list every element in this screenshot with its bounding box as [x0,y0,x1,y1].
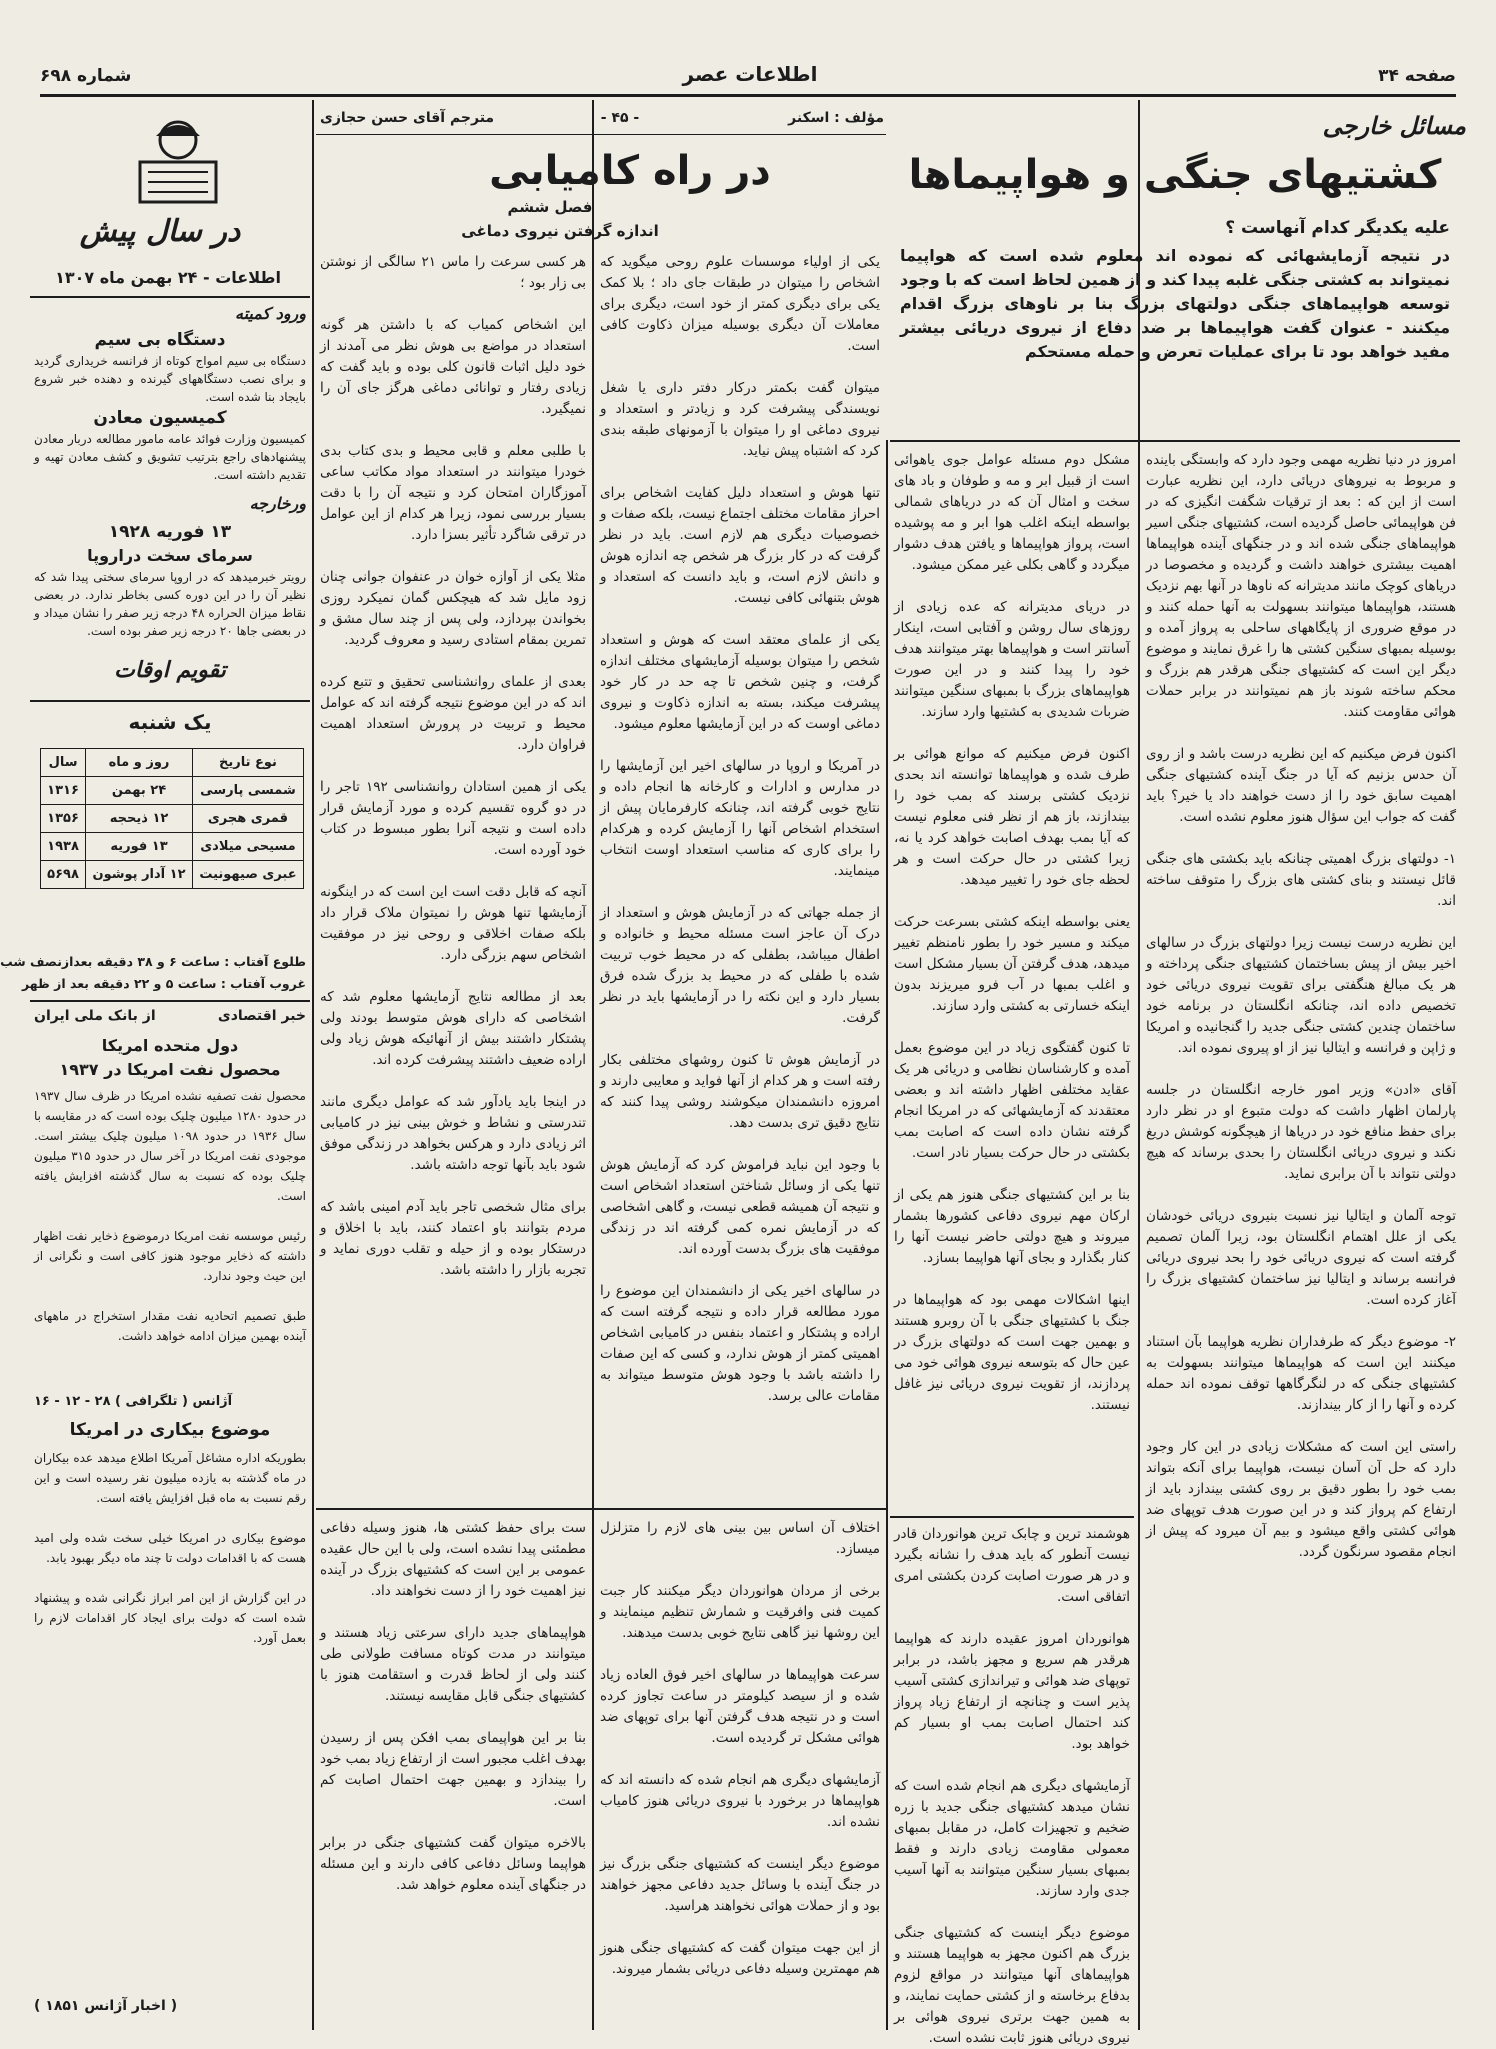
calendar-title: تقویم اوقات [114,658,226,683]
econ-body: محصول نفت تصفیه نشده امریکا در ظرف سال ۱۹۳۷ در حدود ۱۲۸۰ میلیون چلیک بوده است که در مقایسه با سال ۱۹۳۶ در حدود ۱۰۹۸ میلیون چلیک بیشتر است. موجودی نفت امریکا در آخر سال در حدود ۳۱۵ میلیون چلیک بوده که نسبت به سال گذشته افزایش یافته است. رئیس موسسه نفت امریکا درموضوع ذخایر نفت اظهار داشته که ذخایر موجود هنوز کافی است و نگرانی از این حیث وجود ندارد. طبق تصمیم اتحادیه نفت مقدار استخراج در ماههای آینده بهمین میزان ادامه خواهد داشت. [34,1089,307,1343]
table-cell: شمسی پارسی [192,777,303,805]
column-header: سال [41,749,86,777]
section-label: مسائل خارجی [1322,112,1466,140]
serial-end-rule [316,1508,886,1510]
header-rule [40,94,1456,97]
article-body-col1: امروز در دنیا نظریه مهمی وجود دارد که وابستگی باینده و مربوط به نیروهای دریائی دارد، این نظریه عبارت است از این که : بعد از ترقیات شگفت انگیزی که در فن هواپیمائی حاصل گردیده است، کشتیهای جنگی اسیر هواپیماهای جنگی شده اند و در جنگهای آینده هواپیماها اهمیت بیشتری خواهند داشت و گردیده و مخصوصا در دریاهای کوچک مانند مدیترانه که ناوها در آنها بهم نزدیک هستند، هواپیماها میتوانند بسهولت به آنها حمله کنند و در موقع ضروری از پایگاههای ساحلی به پرواز آمده و بوسیله بمبهای سنگین کشتی ها را غرق نمایند و موضوع دیگر این است که کشتیهای جنگی هرقدر هم بزرگ و محکم ساخته شوند باز هم نمیتوانند در برابر حملات هوائی مقاومت کنند. اکنون فرض میکنیم که این نظریه درست باشد و از روی آن حدس بزنیم که آیا در جنگ آینده کشتیهای جنگی اهمیت سابق خود را از دست خواهند داد یا خیر؟ باید گفت که جواب این سؤال هنوز معلوم نشده است. ۱- دولتهای بزرگ اهمیتی چنانکه باید بکشتی های جنگی قائل نیستند و بنای کشتی های بزرگ را متوقف ساخته اند. این نظریه درست نیست زیرا دولتهای بزرگ در سالهای اخیر بیش از پیش بساختمان کشتیهای جنگی پرداخته و هر یک مبالغ هنگفتی برای تقویت نیروی دریائی خود تخصیص داده اند، چنانکه انگلستان در برنامه خود ساختمان چندین کشتی جنگی جدید را گنجانیده و امریکا و ژاپن و فرانسه و ایتالیا نیز از او پیروی نموده اند. آقای «ادن» وزیر امور خارجه انگلستان در جلسه پارلمان اظهار داشت که دولت متبوع او در نظر دارد برای حفظ منافع خود در دریاها از هیچگونه کوشش دریغ نکند و نیروی دریائی انگلستان را بحدی برساند که هیچ دولتی نتواند با آن برابری نماید. توجه آلمان و ایتالیا نیز نسبت بنیروی دریائی خودشان یکی از علل اهتمام انگلستان بود، زیرا آلمان تصمیم گرفته است که نیروی دریائی خود را بحد نیروی دریائی فرانسه برساند و ایتالیا نیز ساختمان کشتیهای بزرگ را آغاز کرده است. ۲- موضوع دیگر که طرفداران نظریه هواپیما بآن استناد میکنند این است که هواپیماها میتوانند بسهولت به کشتیهای جنگی که در لنگرگاهها توقف نموده اند حمله کرده و آنها را از کار بیندازند. راستی این است که مشکلات زیادی در این کار وجود دارد که حل آن آسان نیست، هواپیما برای آنکه بتواند بمب خود را بطور دقیق بر روی کشتی بیندازد باید از ارتفاع کم پرواز کند و در این صورت هدف توپهای ضد هوائی کشتی واقع میشود و بیم آن میرود که پیش از انجام مقصود سرنگون گردد. [1146,452,1456,1560]
table-cell: ۵۶۹۸ [41,861,86,889]
article-headline: کشتیهای جنگی و هواپیماها [908,152,1442,198]
serial-body-a: یکی از اولیاء موسسات علوم روحی میگوید که اشخاص را میتوان در طبقات جای داد ؛ بلا کمک یکی برای دیگری کمتر از خود است، دیگری برای معاملات آن دیگری بوسیله میزان ذکاوت کافی است. میتوان گفت بکمتر درکار دفتر داری یا شغل نویسندگی پیشرفت کرد و زیادتر و استعداد و نیروی دماغی او را میتوان با آزمونهای طبقه بندی کرد که اشتباه پیش نیاید. تنها هوش و استعداد دلیل کفایت اشخاص برای احراز مقامات مختلف اجتماع نیست، بلکه صفات و خصوصیات دیگری هم لازم است. باید در نظر گرفت که در کار بزرگ هر شخص چه اندازه هوش و دانش لازم است، و باید دانست که استعداد و هوش بتنهائی کافی نیست. یکی از علمای معتقد است که هوش و استعداد شخص را میتوان بوسیله آزمایشهای مختلف اندازه گرفت، و چنین شخص تا چه حد در کار خود پیشرفت میکند، بسته به اندازه ذکاوت و نیروی دماغی اوست که در این آزمایشها معلوم میشود. در آمریکا و اروپا در سالهای اخیر این آزمایشها را در مدارس و ادارات و کارخانه ها انجام داده و نتایج خوبی گرفته اند، چنانکه کارفرمایان پیش از استخدام اشخاص آنها را آزمایش کرده و هرکدام را برای کاری که مناسب استعداد اوست انتخاب مینمایند. از جمله جهاتی که در آزمایش هوش و استعداد از درک آن عاجز است مسئله محیط و خانواده و اطفال میباشد، بطفلی که در محیط خوب تربیت شده با طفلی که در محیط بد بزرگ شده فرق بسیار دارد و این نکته را در آزمایشها باید در نظر گرفت. در آزمایش هوش تا کنون روشهای مختلفی بکار رفته است و هر کدام از آنها فواید و معایبی دارند و امروزه دانشمندان میکوشند روشی پیدا کنند که نتایج دقیق تری بدست دهد. با وجود این نباید فراموش کرد که آزمایش هوش تنها یکی از وسائل شناختن استعداد اشخاص است و نتیجه آن همیشه قطعی نیست، و گاهی اشخاصی که در آزمایش نمره کمی گرفته اند در زندگی موفقیت های بزرگ بدست آورده اند. در سالهای اخیر یکی از دانشمندان این موضوع را مورد مطالعه قرار داده و نتیجه گرفته است که اراده و پشتکار و اعتماد بنفس در کامیابی اشخاص اهمیتی کمتر از هوش ندارد، و کسی که این صفات را داشته باشد با وجود هوش متوسط میتواند به مقامات عالی برسد. [600,254,880,1404]
table-row [41,861,304,889]
table-row [41,805,304,833]
article-continuation: اختلاف آن اساس بین بینی های لازم را متزلزل میسازد. برخی از مردان هوانوردان دیگر میکنند کار جبت کمیت فنی وافرقیت و شمارش تنظیم مینمایند و این روشها نیز گاهی نتایج خوبی بدست میدهند. سرعت هواپیماها در سالهای اخیر فوق العاده زیاد شده و از سیصد کیلومتر در ساعت تجاوز کرده است و در نتیجه هدف گرفتن آنها برای توپهای ضد هوائی مشکل تر گردیده است. آزمایشهای دیگری هم انجام شده که دانسته اند که هواپیماها در برخورد با نیروی دریائی هنوز کامیاب نشده اند. موضوع دیگر اینست که کشتیهای جنگی بزرگ نیز در جنگ آینده با وسائل جدید دفاعی مجهز خواهند بود و از حملات هوائی نخواهند هراسید. از این جهت میتوان گفت که کشتیهای جنگی هنوز هم مهمترین وسیله دفاعی دریائی بشمار میروند. [600,1520,880,1977]
table-cell: ۱۲ آدار پوشون [86,861,193,889]
serial-title: در راه کامیابی [489,148,771,194]
article-subtitle: علیه یکدیگر کدام آنهاست ؟ [1225,218,1450,238]
table-row [41,777,304,805]
issue-number: شماره ۶۹۸ [40,66,132,86]
col5-rule [30,296,310,298]
masthead: اطلاعات عصر [682,62,818,86]
table-cell: عبری صیهونیت [192,861,303,889]
table-header-row [41,749,304,777]
table-cell: ۱۳۱۶ [41,777,86,805]
article-body-col2-lower: هوشمند ترین و چابک ترین هوانوردان قادر نیست آنطور که باید هدف را نشانه بگیرد و در هر صورت اصابت کردن بکشتی امری اتفاقی است. هوانوردان امروز عقیده دارند که هواپیما هرقدر هم سریع و مجهز باشد، در برابر توپهای ضد هوائی و تیراندازی کشتی آسیب پذیر است و چنانچه از ارتفاع زیاد پرواز کند احتمال اصابت بمب او بسیار کم خواهد بود. آزمایشهای دیگری هم انجام شده است که نشان میدهد کشتیهای جنگی جدید با زره ضخیم و تجهیزات کامل، در مقابل بمبهای معمولی مقاومت زیادی دارند و فقط بمبهای بسیار سنگین میتوانند به آنها آسیب جدی وارد سازند. موضوع دیگر اینست که کشتیهای جنگی بزرگ هم اکنون مجهز به هواپیما هستند و هواپیماهای آنها میتوانند در مواقع لزوم بدفاع برخاسته و از کشتی حمایت نمایند، و به همین جهت برتری نیروی هوائی بر نیروی دریائی هنوز ثابت نشده است. [894,1526,1130,2046]
serial-head-rule [316,134,886,135]
table-cell: ۱۳۵۶ [41,805,86,833]
unemployment-title: موضوع بیکاری در امریکا [69,1420,271,1440]
sunrise-time: طلوع آفتاب : ساعت ۶ و ۳۸ دقیقه بعدازنصف شب [0,954,306,969]
section-foreign: ورخارجه [249,494,306,513]
table-cell: ۱۲ ذیحجه [86,805,193,833]
item-title: کمیسیون معادن [93,408,227,428]
serial-chapter-subtitle: اندازه گرفتن نیروی دماغی [461,222,659,240]
calendar-day: یک شنبه [128,710,212,734]
table-row [41,833,304,861]
econ-label: خبر اقتصادی [217,1008,306,1024]
table-cell: قمری هجری [192,805,303,833]
column-header: روز و ماه [86,749,193,777]
item-body: دستگاه بی سیم امواج کوتاه از فرانسه خریداری گردید و برای نصب دستگاههای گیرنده و دهنده خبر شروع بایجاد بنا شده است. [30,354,306,404]
column-title: در سال پیش [79,214,241,249]
item-title: دستگاه بی سیم [94,330,226,350]
item-title: ۱۳ فوریه ۱۹۲۸ [108,522,232,542]
article-lede: در نتیجه آزمایشهائی که نموده اند معلوم شده است که هواپیما نمیتواند به کشتی جنگی غلبه پیدا کند و از همین لحاظ است که با وجود توسعه هواپیماهای جنگی دولتهای بزرگ بنا بر ناوهای بزرگ اقدام میکنند - عنوان گفت هواپیماها بر ضد دفاع از نیروی دریائی بیشتر مفید خواهد بود تا برای عملیات تعرض و حمله مستحکم [894,246,1450,361]
column-rule [312,100,314,2030]
serial-chapter: فصل ششم [507,198,593,216]
serial-translator: مترجم آقای حسن حجازی [320,110,495,126]
column-date: اطلاعات - ۲۴ بهمن ماه ۱۳۰۷ [55,268,281,287]
econ-rule [30,1000,310,1002]
econ-title: دول متحده امریکا [101,1036,239,1055]
calendar-rule [30,700,310,702]
table-cell: ۱۳ فوریه [86,833,193,861]
column-logo-illustration [118,110,238,210]
page-number: صفحه ۳۴ [1378,66,1456,86]
column-rule [886,440,888,2030]
econ-source: از بانک ملی ایران [34,1008,156,1024]
serial-author: مؤلف : اسکنر [788,110,884,126]
item-body: کمیسیون وزارت فوائد عامه مامور مطالعه دربار معادن پیشنهادهای راجع بترتیب تشویق و کشف معادن تهیه و تقدیم داشته است. [30,432,306,482]
article-continuation-b: ست برای حفظ کشتی ها، هنوز وسیله دفاعی مطمئنی پیدا نشده است، ولی با این حال عقیده عمومی بر این است که کشتیهای بزرگ در آینده نیز اهمیت خود را از دست نخواهند داد. هواپیماهای جدید دارای سرعتی زیاد هستند و میتوانند در مدت کوتاه مسافت طولانی طی کنند ولی از لحاظ قدرت و استقامت هنوز با کشتیهای جنگی قابل مقایسه نیستند. بنا بر این هواپیمای بمب افکن پس از رسیدن بهدف اغلب مجبور است از ارتفاع زیاد بمب خود را بیندازد و بهمین جهت احتمال اصابت کم است. بالاخره میتوان گفت کشتیهای جنگی در برابر هواپیما وسائل دفاعی کافی دارند و این مسئله در جنگهای آینده معلوم خواهد شد. [320,1520,586,1893]
table-cell: ۱۹۳۸ [41,833,86,861]
article-body-col2: مشکل دوم مسئله عوامل جوی یاهوائی است از قبیل ابر و مه و طوفان و باد های سخت و امثال آن که در دریاهای شمالی بواسطه اینکه اغلب هوا ابر و مه پوشیده است، پرواز هواپیماها و یافتن هدف دشوار میگردد و گاهی بکلی غیر ممکن میشود. در دریای مدیترانه که عده زیادی از روزهای سال روشن و آفتابی است، اینکار آسانتر است و هواپیماها بهتر میتوانند هدف خود را پیدا کنند و در این صورت هواپیماهای بزرگ با بمبهای سنگین میتوانند ضربات شدیدی به کشتیها وارد سازند. اکنون فرض میکنیم که موانع هوائی بر طرف شده و هواپیماها توانسته اند بحدی نزدیک کشتی برسند که بمب خود را بیندازند، باز هم از نظر فنی معلوم نیست که آیا بمب بهدف اصابت خواهد کرد یا نه، زیرا کشتی در حال حرکت است و هر لحظه جای خود را تغییر میدهد. یعنی بواسطه اینکه کشتی بسرعت حرکت میکند و مسیر خود را بطور نامنظم تغییر میدهد، هدف گرفتن آن بسیار مشکل است و اغلب بمبها در آب فرو میریزند بدون اینکه خسارتی به کشتی وارد سازند. تا کنون گفتگوی زیاد در این موضوع بعمل آمده و کارشناسان نظامی و دریائی هر یک عقاید مختلفی اظهار داشته اند و بعضی معتقدند که آزمایشهائی که در امریکا انجام گرفته نشان داده است که اصابت بمب بکشتی در حال حرکت بسیار نادر است. بنا بر این کشتیهای جنگی هنوز هم یکی از ارکان مهم نیروی دفاعی کشورها بشمار میروند و هیچ دولتی حاضر نیست آنها را کنار بگذارد و بجای آنها هواپیما بسازد. اینها اشکالات مهمی بود که هواپیماها در جنگ با کشتیهای جنگی با آن روبرو هستند و بهمین جهت است که دولتهای بزرگ در عین حال که بتوسعه نیروی هوائی خود می پردازند، از تقویت نیروی دریائی نیز غافل نیستند. [894,452,1130,1413]
table-cell: مسیحی میلادی [192,833,303,861]
econ-subtitle: محصول نفت امریکا در ۱۹۳۷ [59,1060,281,1079]
section-domestic: ورود کمیته [235,304,306,323]
serial-body-b: هر کسی سرعت را ماس ۲۱ سالگی از نوشتن بی زار بود ؛ این اشخاص کمیاب که با داشتن هر گونه استعداد در مواضع بی هوش نظر می آمدند از خود دلیل اثبات قانون کلی بوده و باید گفت که زیادی رفتار و توانائی دماغی هرگز جای آن را نمیگیرد. با طلبی معلم و قابی محیط و بدی کتاب بدی خودرا میتوانند در استعداد مواد مکاتب ساعی آموزگاران امتحان کرد و نتیجه آن را با دقت بسیار بررسی نمود، زیرا هر کدام از این عوامل در ترقی شاگرد تأثیر بسزا دارد. مثلا یکی از آوازه خوان در عنفوان جوانی چنان زود مایل شد که هیچکس گمان نمیکرد روزی بخواندن بپردازد، ولی پس از چند سال مشق و تمرین بمقام استادی رسید و معروف گردید. بعدی از علمای روانشناسی تحقیق و تتبع کرده اند که در این موضوع نتیجه گرفته اند که عوامل محیط و تربیت در پرورش استعداد اهمیت فراوان دارد. یکی از همین استادان روانشناسی ۱۹۲ تاجر را در دو گروه تقسیم کرده و مورد آزمایش قرار داده است و نتیجه آنرا بطور مبسوط در کتاب خود آورده است. آنچه که قابل دقت است این است که در اینگونه آزمایشها تنها هوش را نمیتوان ملاک قرار داد بلکه صفات اخلاقی و روحی نیز در موفقیت اشخاص سهم بزرگی دارد. بعد از مطالعه نتایج آزمایشها معلوم شد که اشخاصی که دارای هوش متوسط بودند ولی پشتکار داشتند بیش از آنهائیکه هوش زیاد ولی اراده ضعیف داشتند پیشرفت کرده اند. در اینجا باید یادآور شد که عوامل دیگری مانند تندرستی و نشاط و خوش بینی نیز در کامیابی اثر زیادی دارد و هرکس بخواهد در زندگی موفق شود باید بآنها توجه داشته باشد. برای مثال شخصی تاجر باید آدم امینی باشد که مردم بتوانند باو اعتماد کنند، باید با اخلاق و درستکار بوده و از حیله و تقلب دوری نماید و تجربه بازار را داشته باشد. [320,254,586,1278]
item-body: رویتر خبرمیدهد که در اروپا سرمای سختی پیدا شد که نظیر آن را در این دوره کسی بخاطر ندارد. در بعضی نقاط میزان الحراره ۴۸ درجه زیر صفر را نشان میداد و در بعضی جاها ۲۰ درجه زیر صفر بوده است. [30,570,306,638]
reader-figure-icon [118,110,238,210]
lede-rule [890,440,1460,442]
sunset-time: غروب آفتاب : ساعت ۵ و ۲۲ دقیقه بعد از ظهر [22,976,306,991]
serial-number: - ۴۵ - [600,110,640,126]
footer-note: ( اخبار آژانس ۱۸۵۱ ) [34,1998,178,2014]
table-cell: ۲۴ بهمن [86,777,193,805]
calendar-table [40,748,304,889]
econ-footnote: آژانس ( تلگرافی ) ۲۸ - ۱۲ - ۱۶ [34,1394,233,1409]
item-subtitle: سرمای سخت دراروپا [87,546,253,565]
unemployment-body: بطوریکه اداره مشاغل آمریکا اطلاع میدهد عده بیکاران در ماه گذشته به یازده میلیون نفر رسیده است و این رقم نسبت به ماه قبل افزایش یافته است. موضوع بیکاری در امریکا خیلی سخت شده ولی امید هست که با اقدامات دولت تا چند ماه دیگر بهبود یابد. در این گزارش از این امر ابراز نگرانی شده و پیشنهاد شده است که دولت برای ایجاد کار اقدامات لازم را بعمل آورد. [34,1451,306,1645]
col2-divider [890,1516,1134,1518]
column-header: نوع تاریخ [192,749,303,777]
column-rule [592,100,594,2030]
